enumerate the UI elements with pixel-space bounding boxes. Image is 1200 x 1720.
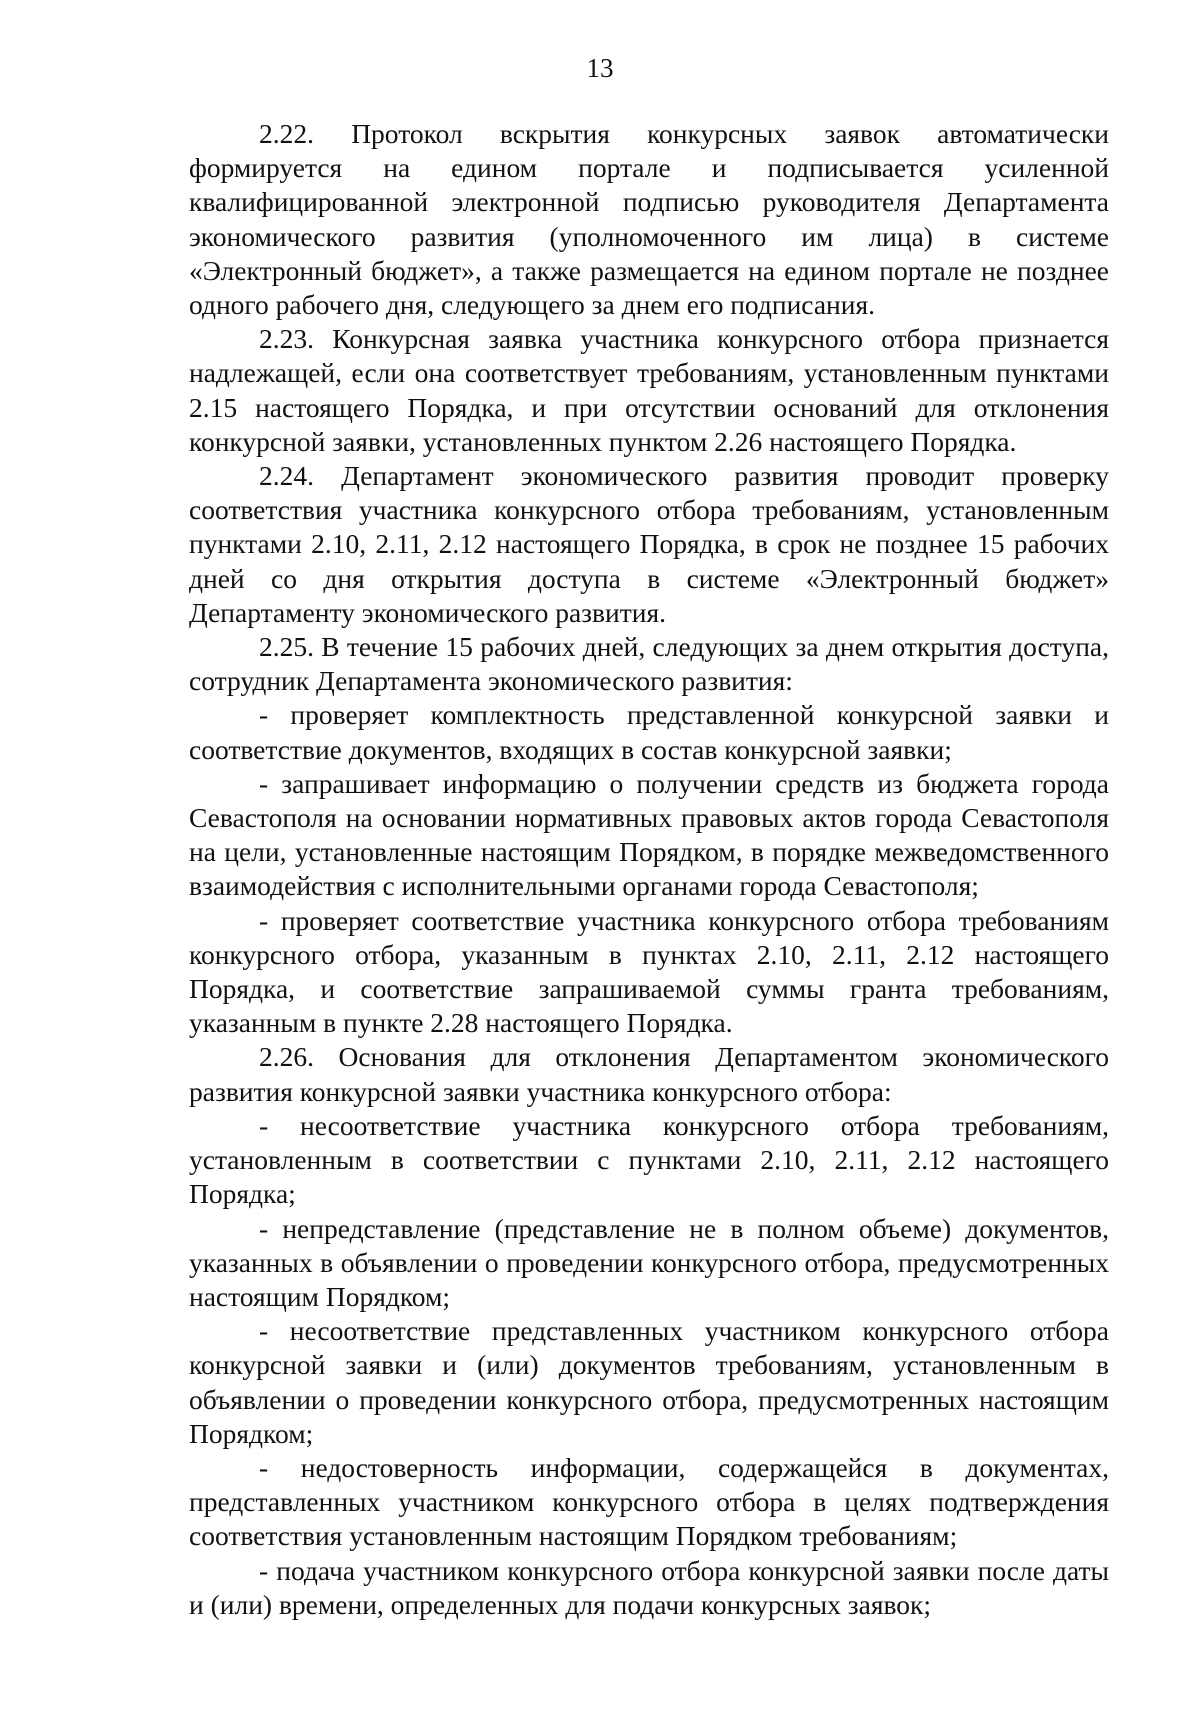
page-number: 13 xyxy=(586,53,614,83)
list-item-request-information: - запрашивает информацию о получении средств из бюджета города Севастополя на основании нормативных правовых актов города Севастополя на цели, установленные настоящим Порядком, в порядке межведомственного взаимодействия с исполнительными органами города Севастополя; xyxy=(189,767,1109,902)
list-item-unreliable-information: - недостоверность информации, содержащейся в документах, представленных участником конкурсного отбора в целях подтверждения соответствия установленным настоящим Порядком требованиям; xyxy=(189,1451,1109,1552)
list-item-check-compliance: - проверяет соответствие участника конкурсного отбора требованиям конкурсного отбора, указанным в пунктах 2.10, 2.11, 2.12 настоящего Порядка, и соответствие запрашиваемой суммы гранта требованиям, указанным в пункте 2.28 настоящего Порядка. xyxy=(189,904,1109,1039)
paragraph-2-24: 2.24. Департамент экономического развития проводит проверку соответствия участника конкурсного отбора требованиям, установленным пунктами 2.10, 2.11, 2.12 настоящего Порядка, в срок не позднее 15 рабочих дней со дня открытия доступа в системе «Электронный бюджет» Департаменту экономического развития. xyxy=(189,460,1109,628)
list-item-check-completeness: - проверяет комплектность представленной конкурсной заявки и соответствие документов, входящих в состав конкурсной заявки; xyxy=(189,699,1109,765)
paragraph-2-23: 2.23. Конкурсная заявка участника конкурсного отбора признается надлежащей, если она соответствует требованиям, установленным пунктами 2.15 настоящего Порядка, и при отсутствии оснований для отклонения конкурсной заявки, установленных пунктом 2.26 настоящего Порядка. xyxy=(189,323,1109,457)
list-item-late-submission: - подача участником конкурсного отбора конкурсной заявки после даты и (или) времени, определенных для подачи конкурсных заявок; xyxy=(189,1554,1109,1620)
list-item-noncompliance-participant: - несоответствие участника конкурсного отбора требованиям, установленным в соответствии с пунктами 2.10, 2.11, 2.12 настоящего Порядка; xyxy=(189,1109,1109,1210)
document-body xyxy=(189,117,1109,1622)
list-item-noncompliance-documents: - несоответствие представленных участником конкурсного отбора конкурсной заявки и (или) документов требованиям, установленным в объявлении о проведении конкурсного отбора, предусмотренных настоящим Порядком; xyxy=(189,1315,1109,1449)
paragraph-2-22: 2.22. Протокол вскрытия конкурсных заявок автоматически формируется на едином портале и подписывается усиленной квалифицированной электронной подписью руководителя Департамента экономического развития (уполномоченного им лица) в системе «Электронный бюджет», а также размещается на едином портале не позднее одного рабочего дня, следующего за днем его подписания. xyxy=(189,118,1109,321)
paragraph-2-26: 2.26. Основания для отклонения Департаментом экономического развития конкурсной заявки участника конкурсного отбора: xyxy=(189,1041,1109,1107)
paragraph-2-25: 2.25. В течение 15 рабочих дней, следующих за днем открытия доступа, сотрудник Департамента экономического развития: xyxy=(189,631,1109,697)
list-item-nonsubmission: - непредставление (представление не в полном объеме) документов, указанных в объявлении о проведении конкурсного отбора, предусмотренных настоящим Порядком; xyxy=(189,1212,1109,1312)
